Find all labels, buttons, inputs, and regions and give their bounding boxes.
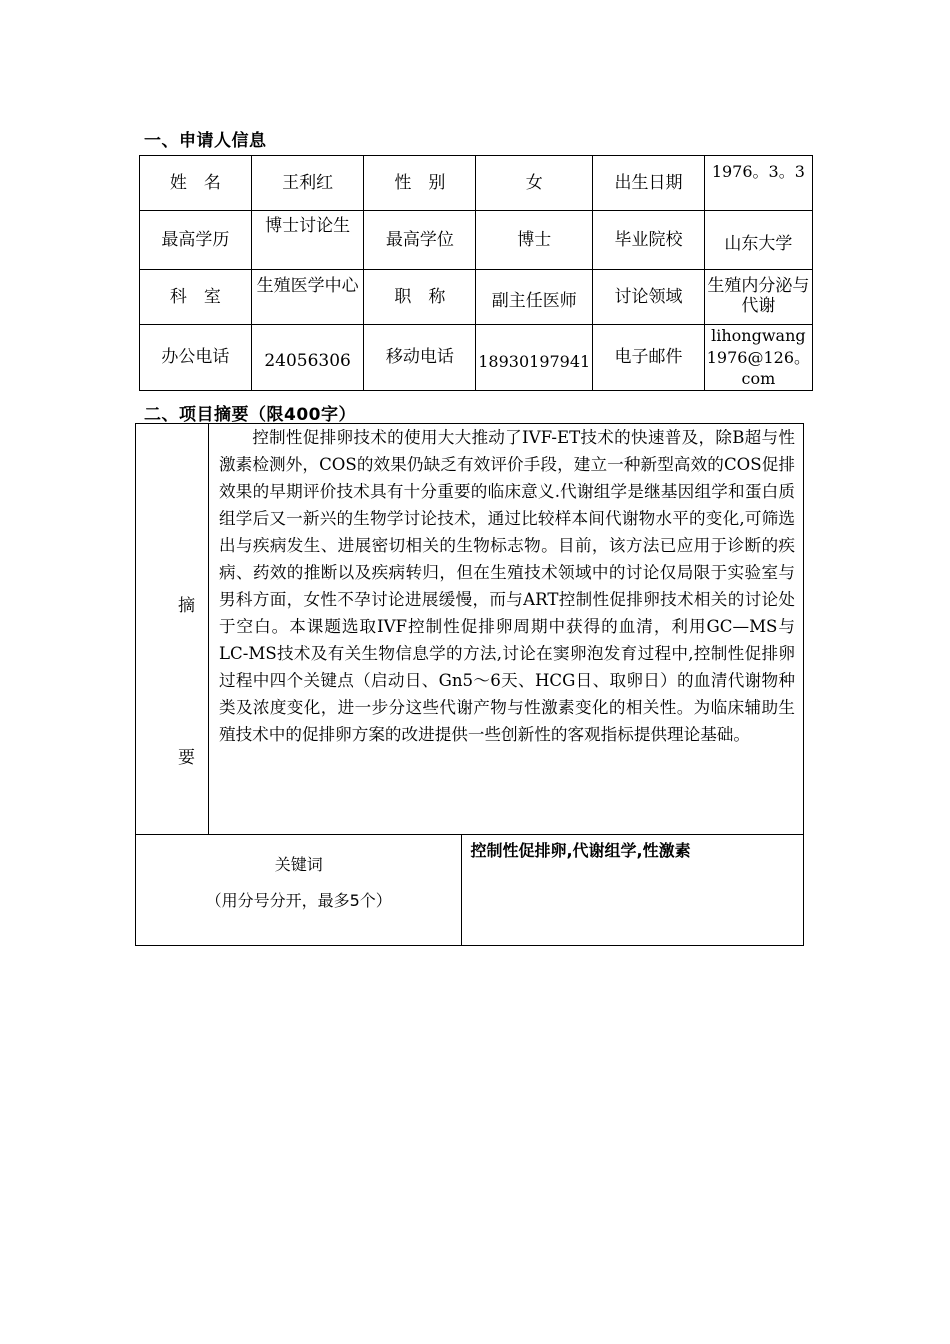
mobile-label: 移动电话 — [364, 325, 476, 391]
abstract-label-top: 摘 — [178, 596, 195, 616]
office-phone-label: 办公电话 — [140, 325, 252, 391]
email-value: lihongwang1976@126。com — [704, 325, 812, 391]
degree-value: 博士 — [476, 211, 593, 270]
birth-value: 1976。3。3 — [704, 156, 812, 211]
table-row — [140, 156, 813, 211]
field-label: 讨论领域 — [593, 270, 705, 325]
abstract-text-cell — [209, 424, 804, 835]
table-row — [140, 325, 813, 391]
title-value: 副主任医师 — [476, 270, 593, 325]
applicant-info-table — [139, 155, 813, 391]
name-value: 王利红 — [251, 156, 364, 211]
title-label: 职 称 — [364, 270, 476, 325]
abstract-text: 控制性促排卵技术的使用大大推动了IVF-ET技术的快速普及，除B超与性激素检测外，COS的效果仍缺乏有效评价手段，建立一种新型高效的COS促排效果的早期评价技术具有十分重要的临床意义.代谢组学是继基因组学和蛋白质组学后又一新兴的生物学讨论技术，通过比较样本间代谢物水平的变化,可筛选出与疾病发生、进展密切相关的生物标志物。目前，该方法已应用于诊断的疾病、药效的推断以及疾病转归，但在生殖技术领域中的讨论仅局限于实验室与男科方面，女性不孕讨论进展缓慢，而与ART控制性促排卵技术相关的讨论处于空白。本课题选取IVF控制性促排卵周期中获得的血清，利用GC—MS与LC-MS技术及有关生物信息学的方法,讨论在窦卵泡发育过程中,控制性促排卵过程中四个关键点（启动日、Gn5～6天、HCG日、取卵日）的血清代谢物种类及浓度变化，进一步分这些代谢产物与性激素变化的相关性。为临床辅助生殖技术中的促排卵方案的改进提供一些创新性的客观指标提供理论基础。 — [219, 428, 795, 744]
birth-label: 出生日期 — [593, 156, 705, 211]
gender-value: 女 — [476, 156, 593, 211]
abstract-table — [135, 423, 804, 946]
keywords-hint: （用分号分开，最多5个） — [205, 891, 392, 910]
mobile-value: 18930197941 — [476, 325, 593, 391]
table-row — [140, 211, 813, 270]
keywords-label-cell — [136, 835, 462, 946]
edu-value: 博士讨论生 — [251, 211, 364, 270]
name-label: 姓 名 — [140, 156, 252, 211]
section-title-abstract: 二、项目摘要（限400字） — [144, 405, 356, 425]
school-value: 山东大学 — [704, 211, 812, 270]
dept-label: 科 室 — [140, 270, 252, 325]
dept-value: 生殖医学中心 — [251, 270, 364, 325]
table-row — [140, 270, 813, 325]
table-row — [136, 835, 804, 946]
keywords-value: 控制性促排卵,代谢组学,性激素 — [462, 835, 804, 946]
abstract-label-bottom: 要 — [178, 748, 195, 768]
keywords-label: 关键词 — [274, 855, 323, 874]
edu-label: 最高学历 — [140, 211, 252, 270]
school-label: 毕业院校 — [593, 211, 705, 270]
field-value: 生殖内分泌与代谢 — [704, 270, 812, 325]
office-phone-value: 24056306 — [251, 325, 364, 391]
email-label: 电子邮件 — [593, 325, 705, 391]
section-title-applicant-info: 一、申请人信息 — [144, 131, 267, 151]
degree-label: 最高学位 — [364, 211, 476, 270]
gender-label: 性 别 — [364, 156, 476, 211]
table-row — [136, 424, 804, 835]
abstract-label-cell — [136, 424, 209, 835]
